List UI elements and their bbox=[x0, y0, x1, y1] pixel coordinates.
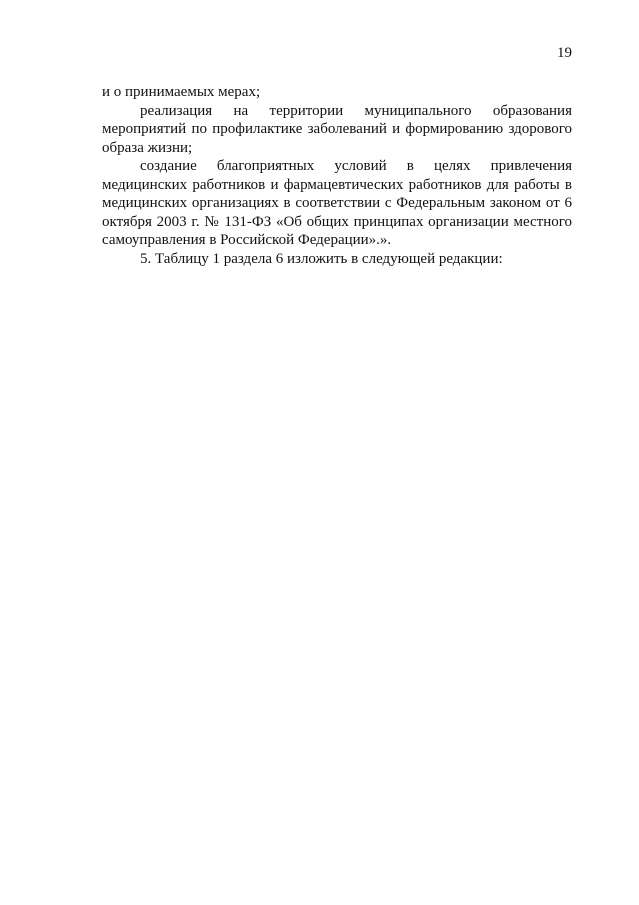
paragraph-health-prevention: реализация на территории муниципального образования мероприятий по профилактике заболеваний и формированию здорового образа жизни; bbox=[102, 102, 572, 156]
page-number: 19 bbox=[557, 45, 572, 61]
document-body bbox=[102, 83, 572, 268]
paragraph-medical-workers: создание благоприятных условий в целях привлечения медицинских работников и фармацевтических работников для работы в медицинских организациях в соответствии с Федеральным законом от 6 октября 2003 г. № 131-ФЗ «Об общих принципах организации местного самоуправления в Российской Федерации».». bbox=[102, 158, 572, 248]
paragraph-continuation: и о принимаемых мерах; bbox=[102, 84, 261, 100]
paragraph-table-amendment: 5. Таблицу 1 раздела 6 изложить в следующей редакции: bbox=[140, 250, 503, 267]
